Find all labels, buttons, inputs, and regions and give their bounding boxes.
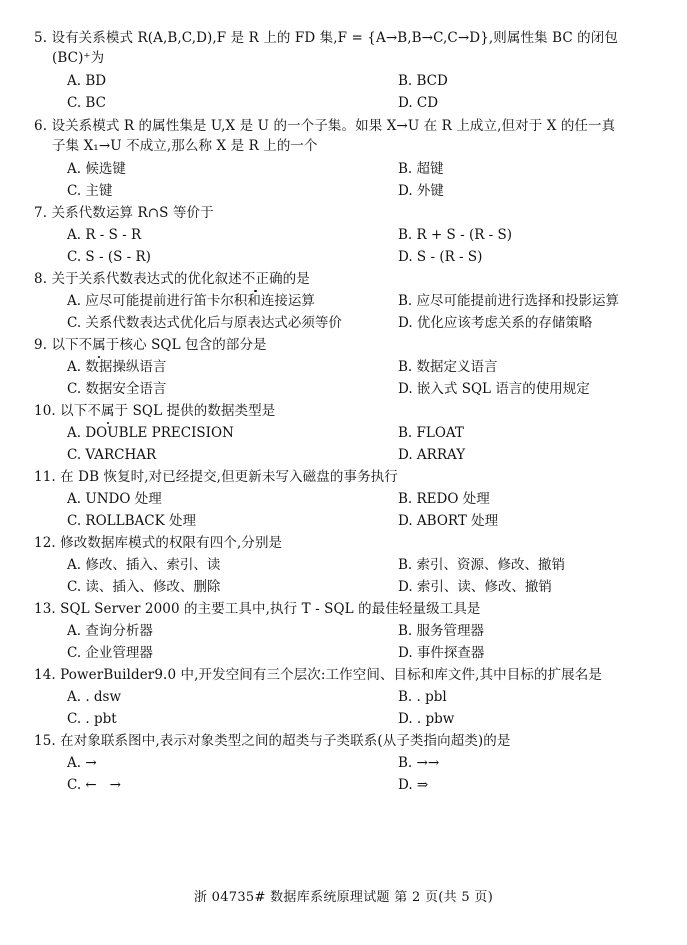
question-15-stem: 15. 在对象联系图中,表示对象类型之间的超类与子类联系(从子类指向超类)的是 (34, 733, 511, 749)
question-13-option-d: D. 事件探查器 (398, 645, 485, 661)
question-12-option-b: B. 索引、资源、修改、撤销 (398, 557, 566, 573)
question-8-option-a: A. 应尽可能提前进行笛卡尔积和连接运算 (67, 293, 315, 309)
question-13-option-b: B. 服务管理器 (398, 623, 485, 639)
question-12-option-a: A. 修改、插入、索引、读 (67, 557, 221, 573)
stem-part: SQL 提供的数据类型是 (128, 403, 276, 419)
question-6-option-a: A. 候选键 (67, 161, 126, 177)
question-13-option-c: C. 企业管理器 (67, 645, 153, 661)
question-15-option-b: B. →→ (398, 755, 440, 771)
question-13-option-a: A. 查询分析器 (67, 623, 153, 639)
question-8-option-d: D. 优化应该考虑关系的存储策略 (398, 315, 593, 331)
question-stem-continued: 子集 X₁→U 不成立,那么称 X 是 R 上的一个 (52, 138, 318, 154)
question-11-stem: 11. 在 DB 恢复时,对已经提交,但更新未写入磁盘的事务执行 (34, 469, 398, 485)
question-5-option-a: A. BD (67, 73, 107, 89)
question-12-stem: 12. 修改数据库模式的权限有四个,分别是 (34, 535, 283, 551)
question-14-option-d: D. . pbw (398, 711, 455, 727)
question-10-option-c: C. VARCHAR (67, 447, 157, 463)
emphasis-dotted: 不属于 (78, 337, 120, 353)
emphasis-dotted: 不正 (241, 271, 270, 287)
question-stem: 5. 设有关系模式 R(A,B,C,D),F 是 R 上的 FD 集,F = {A→B,B→C,C→D},则属性集 BC 的闭包 (34, 30, 618, 46)
question-11-option-d: D. ABORT 处理 (398, 513, 499, 529)
question-5-stem (34, 28, 669, 68)
question-6-option-b: B. 超键 (398, 161, 444, 177)
question-15-option-d: D. ⇒ (398, 777, 429, 793)
question-6-stem (34, 116, 669, 156)
question-stem-continued: (BC)⁺为 (52, 50, 105, 66)
question-7-option-c: C. S - (S - R) (67, 249, 151, 265)
question-12-option-c: C. 读、插入、修改、删除 (67, 579, 221, 595)
question-9-stem (34, 335, 669, 355)
question-14-option-a: A. . dsw (67, 689, 122, 705)
question-9-option-c: C. 数据安全语言 (67, 381, 167, 397)
question-14-stem: 14. PowerBuilder9.0 中,开发空间有三个层次:工作空间、目标和库文件,其中目标的扩展名是 (34, 667, 602, 683)
question-10-stem (34, 401, 669, 421)
question-15-option-a: A. → (67, 755, 97, 771)
question-7-option-b: B. R + S - (R - S) (398, 227, 513, 243)
question-11-option-b: B. REDO 处理 (398, 491, 490, 507)
question-10-option-d: D. ARRAY (398, 447, 466, 463)
stem-part: 核心 SQL 包含的部分是 (119, 337, 267, 353)
question-9-option-b: B. 数据定义语言 (398, 359, 498, 375)
question-12-option-d: D. 索引、读、修改、撤销 (398, 579, 552, 595)
emphasis-dotted: 不属于 (87, 403, 129, 419)
question-15-option-c: C. ← → (67, 777, 121, 793)
question-14-option-b: B. . pbl (398, 689, 447, 705)
question-13-stem: 13. SQL Server 2000 的主要工具中,执行 T - SQL 的最佳轻量级工具是 (34, 601, 481, 617)
question-8-stem (34, 269, 669, 289)
question-11-option-a: A. UNDO 处理 (67, 491, 162, 507)
question-6-option-c: C. 主键 (67, 183, 113, 199)
stem-part: 9. 以下 (34, 337, 79, 353)
question-5-option-c: C. BC (67, 95, 106, 111)
question-11-option-c: C. ROLLBACK 处理 (67, 513, 196, 529)
question-10-option-b: B. FLOAT (398, 425, 464, 441)
stem-part: 10. 以下 (34, 403, 88, 419)
question-6-option-d: D. 外键 (398, 183, 444, 199)
question-8-option-b: B. 应尽可能提前进行选择和投影运算 (398, 293, 620, 309)
question-5-option-d: D. CD (398, 95, 439, 111)
question-7-stem: 7. 关系代数运算 R∩S 等价于 (34, 205, 214, 221)
question-7-option-a: A. R - S - R (67, 227, 142, 243)
question-stem: 6. 设关系模式 R 的属性集是 U,X 是 U 的一个子集。如果 X→U 在 R 上成立,但对于 X 的任一真 (34, 118, 616, 134)
question-9-option-d: D. 嵌入式 SQL 语言的使用规定 (398, 381, 590, 397)
question-8-option-c: C. 关系代数表达式优化后与原表达式必须等价 (67, 315, 342, 331)
question-7-option-d: D. S - (R - S) (398, 249, 483, 265)
stem-part: 8. 关于关系代数表达式的优化叙述 (34, 271, 242, 287)
question-5-option-b: B. BCD (398, 73, 448, 89)
stem-part: 确的是 (269, 271, 310, 287)
page-footer: 浙 04735# 数据库系统原理试题 第 2 页(共 5 页) (193, 890, 494, 905)
question-14-option-c: C. . pbt (67, 711, 117, 727)
question-10-option-a: A. DOUBLE PRECISION (67, 425, 234, 441)
question-9-option-a: A. 数据操纵语言 (67, 359, 167, 375)
